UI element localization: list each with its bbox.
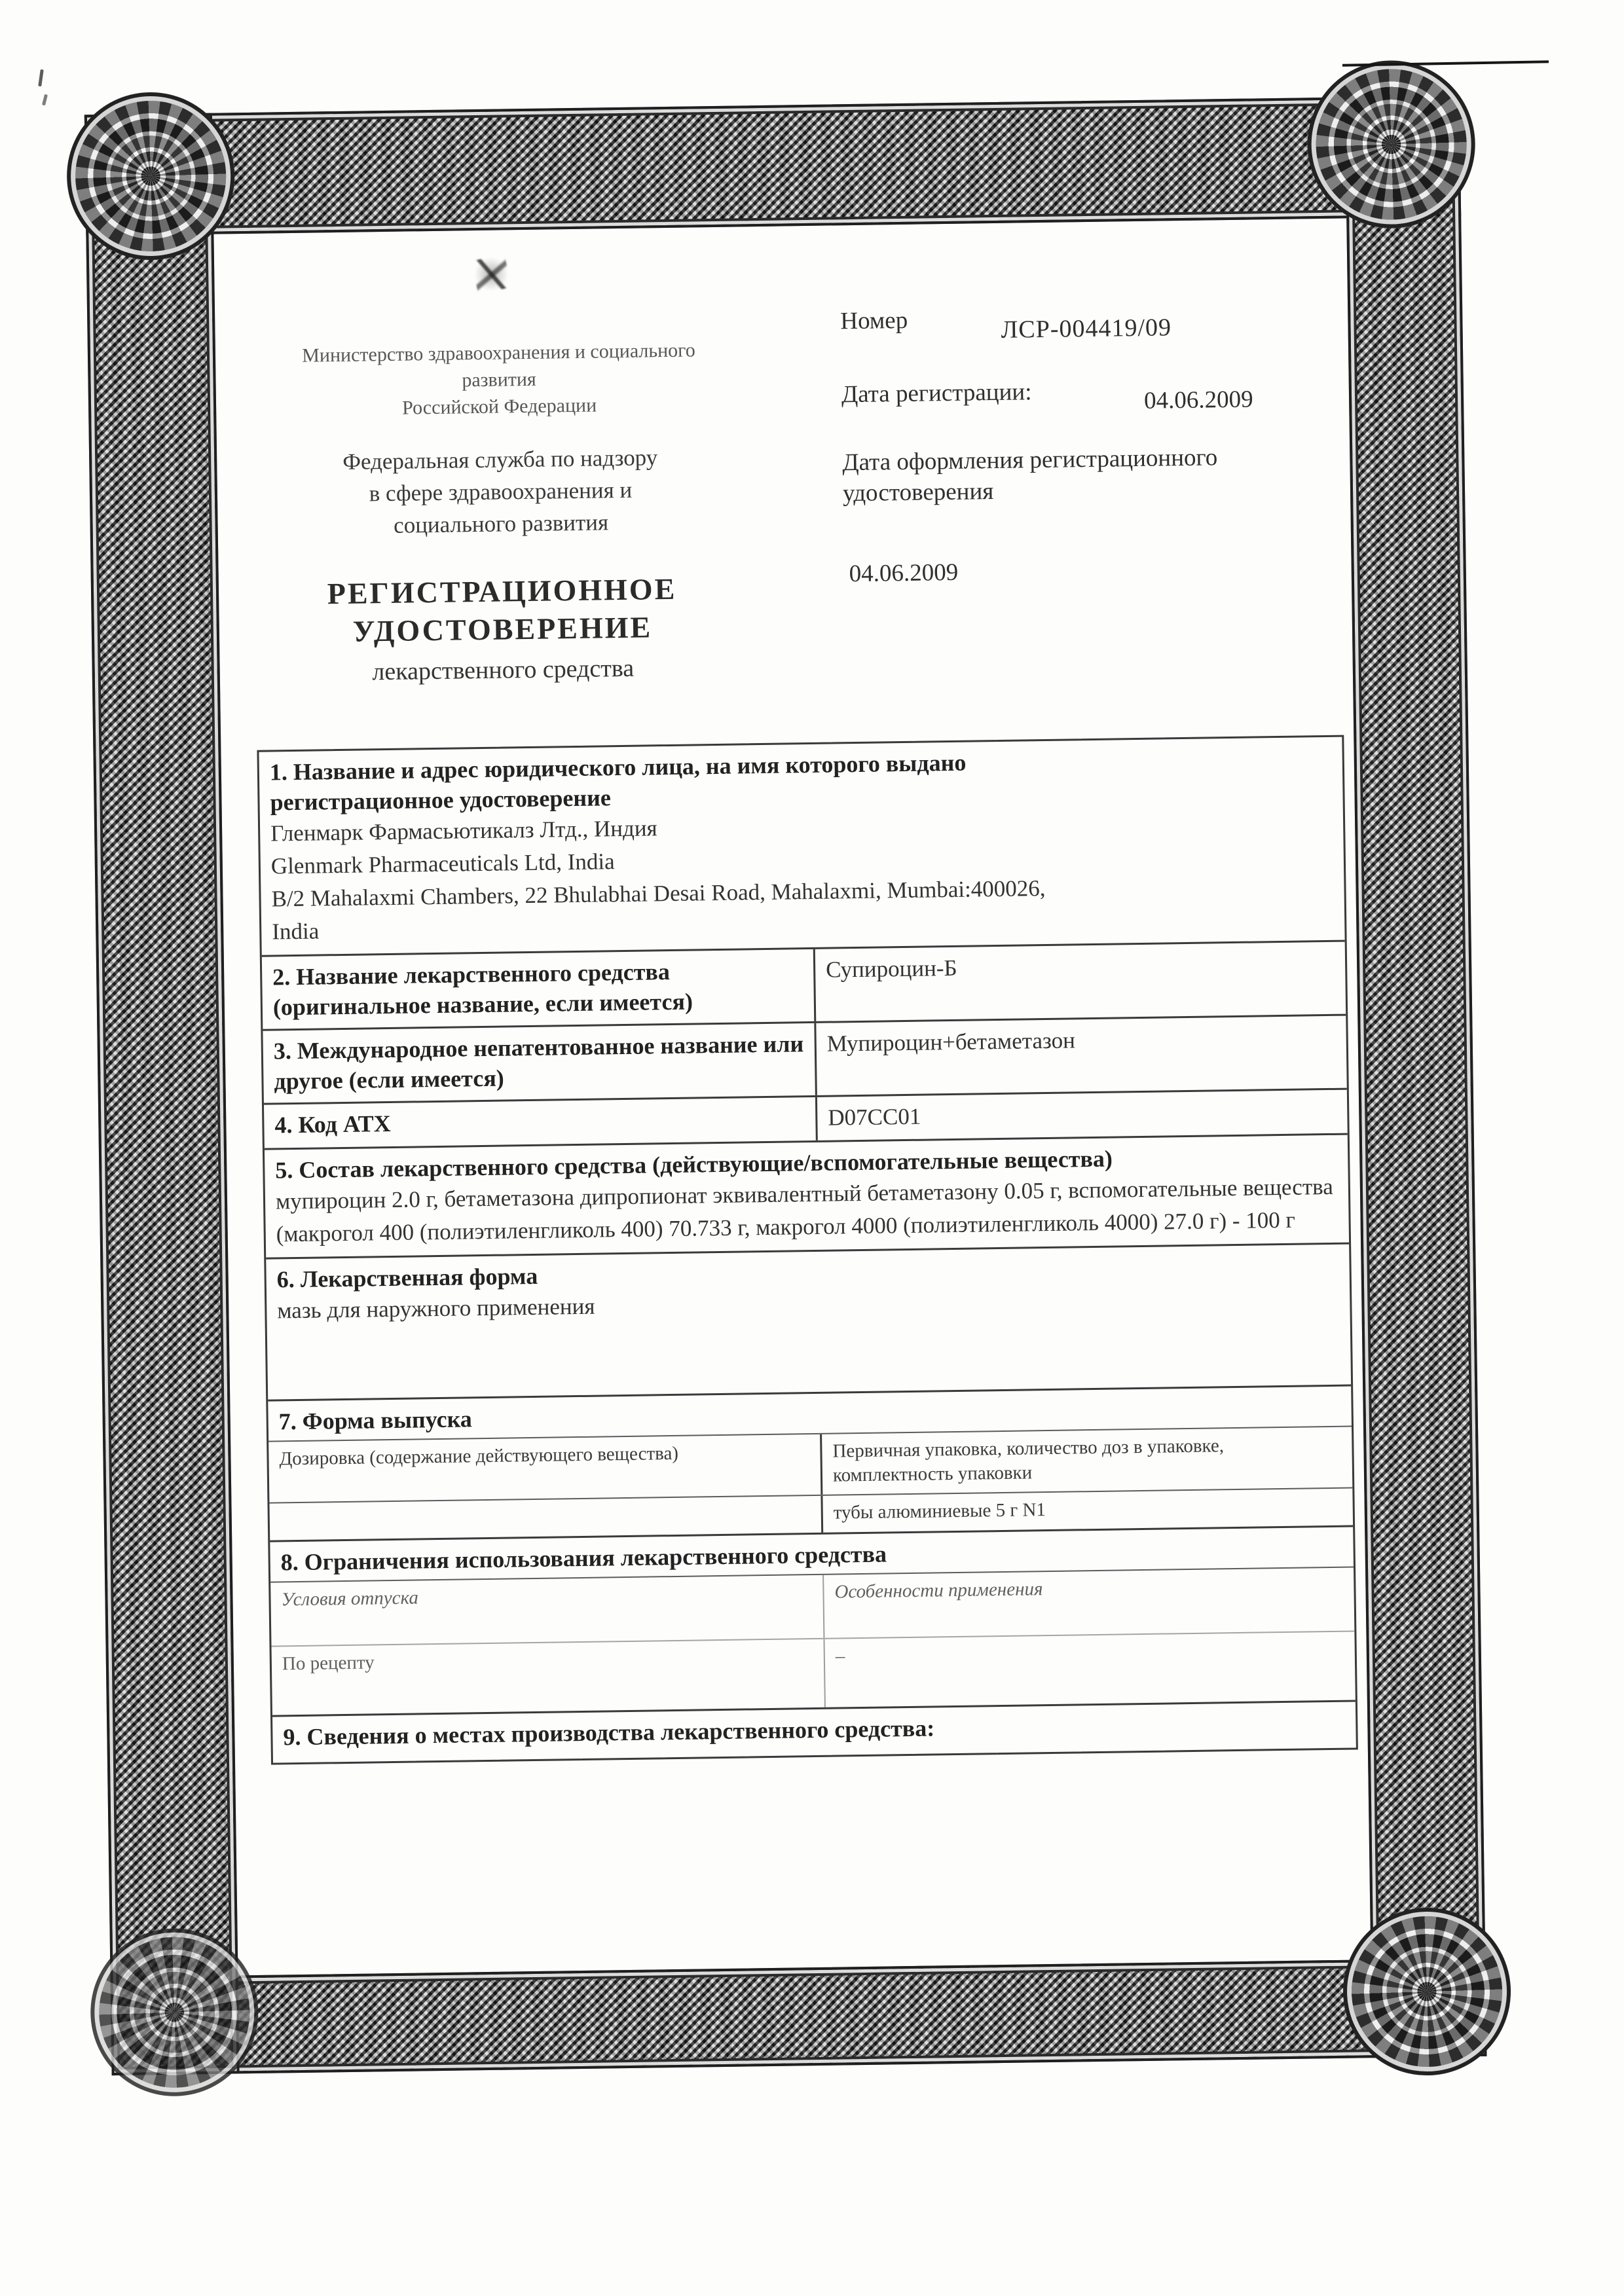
section-6-title: 6. Лекарственная форма (276, 1262, 538, 1293)
trade-name-value: Супироцин-Б (825, 955, 957, 983)
dosage-column-header: Дозировка (содержание действующего вещества) (279, 1442, 679, 1470)
registration-number: ЛСР-004419/09 (1001, 314, 1172, 344)
packaging-column-header: Первичная упаковка, количество доз в упаковке, комплектность упаковки (832, 1435, 1225, 1486)
ink-smudge-mark (471, 254, 511, 295)
ornate-border-top (84, 96, 1461, 236)
composition-text: мупироцин 2.0 г, бетаметазона дипропионат эквивалентный бетаметазону 0.05 г, вспомогательные вещества (макрогол 400 (полиэтиленгликоль 400) 70.733 г, макрогол 4000 (полиэтиленгликоль 4000) 27.0 г) - 100 г (275, 1173, 1333, 1247)
section-5 (265, 1135, 1349, 1260)
section-1 (259, 737, 1344, 957)
atc-code-value: D07CC01 (828, 1103, 921, 1131)
ornate-border-right (1345, 96, 1487, 2058)
holder-address: India (272, 918, 320, 945)
section-4-title: 4. Код АТХ (274, 1110, 392, 1139)
section-3-title: 3. Международное непатентованное название или другое (если имеется) (273, 1030, 804, 1095)
holder-name-ru: Гленмарк Фармасьютикалз Лтд., Индия (270, 815, 657, 847)
section-7-title: 7. Форма выпуска (278, 1406, 473, 1435)
section-5-title: 5. Состав лекарственного средства (действующие/вспомогательные вещества) (275, 1145, 1113, 1184)
document-subtitle: лекарственного средства (372, 654, 635, 686)
section-1-title: регистрационное удостоверение (270, 784, 612, 816)
registration-meta (840, 301, 1348, 602)
dispensing-conditions-label: Условия отпуска (281, 1587, 419, 1611)
document-title: РЕГИСТРАЦИОННОЕ УДОСТОВЕРЕНИЕ лекарственного средства (248, 569, 757, 690)
registration-date-label: Дата регистрации: (841, 378, 1032, 409)
federal-service-name: Федеральная служба по надзору в сфере здравоохранения и социального развития (342, 445, 658, 538)
section-9-title: 9. Сведения о местах производства лекарственного средства: (283, 1715, 935, 1751)
holder-address: B/2 Mahalaxmi Chambers, 22 Bhulabhai Desai Road, Mahalaxmi, Mumbai:400026, (271, 875, 1046, 912)
registration-date-value: 04.06.2009 (1143, 386, 1253, 414)
section-8-title: 8. Ограничения использования лекарственного средства (280, 1540, 887, 1576)
section-1-title: 1. Название и адрес юридического лица, на имя которого выдано (269, 749, 967, 786)
issue-date-label: Дата оформления регистрационного удостоверения (842, 444, 1218, 507)
ministry-name: Российской Федерации (401, 394, 597, 419)
issue-date-value: 04.06.2009 (849, 558, 959, 588)
application-features-value: – (835, 1645, 845, 1667)
ornate-border-bottom (111, 1958, 1487, 2075)
ornate-border-left (84, 113, 240, 2075)
dispensing-conditions-value: По рецепту (282, 1652, 375, 1675)
issuer-header (245, 336, 757, 690)
packaging-value: тубы алюминиевые 5 г N1 (833, 1499, 1046, 1523)
registration-table (257, 735, 1357, 1765)
dosage-form-text: мазь для наружного применения (277, 1293, 595, 1324)
application-features-label: Особенности применения (834, 1578, 1043, 1603)
inn-value: Мупироцин+бетаметазон (826, 1027, 1076, 1057)
section-2-title: 2. Название лекарственного средства (оригинальное название, если имеется) (272, 958, 693, 1021)
ministry-name: развития (462, 368, 536, 392)
holder-name-en: Glenmark Pharmaceuticals Ltd, India (270, 848, 615, 879)
ministry-name: Министерство здравоохранения и социального (302, 339, 695, 367)
number-label: Номер (840, 306, 908, 335)
section-6 (266, 1245, 1351, 1402)
